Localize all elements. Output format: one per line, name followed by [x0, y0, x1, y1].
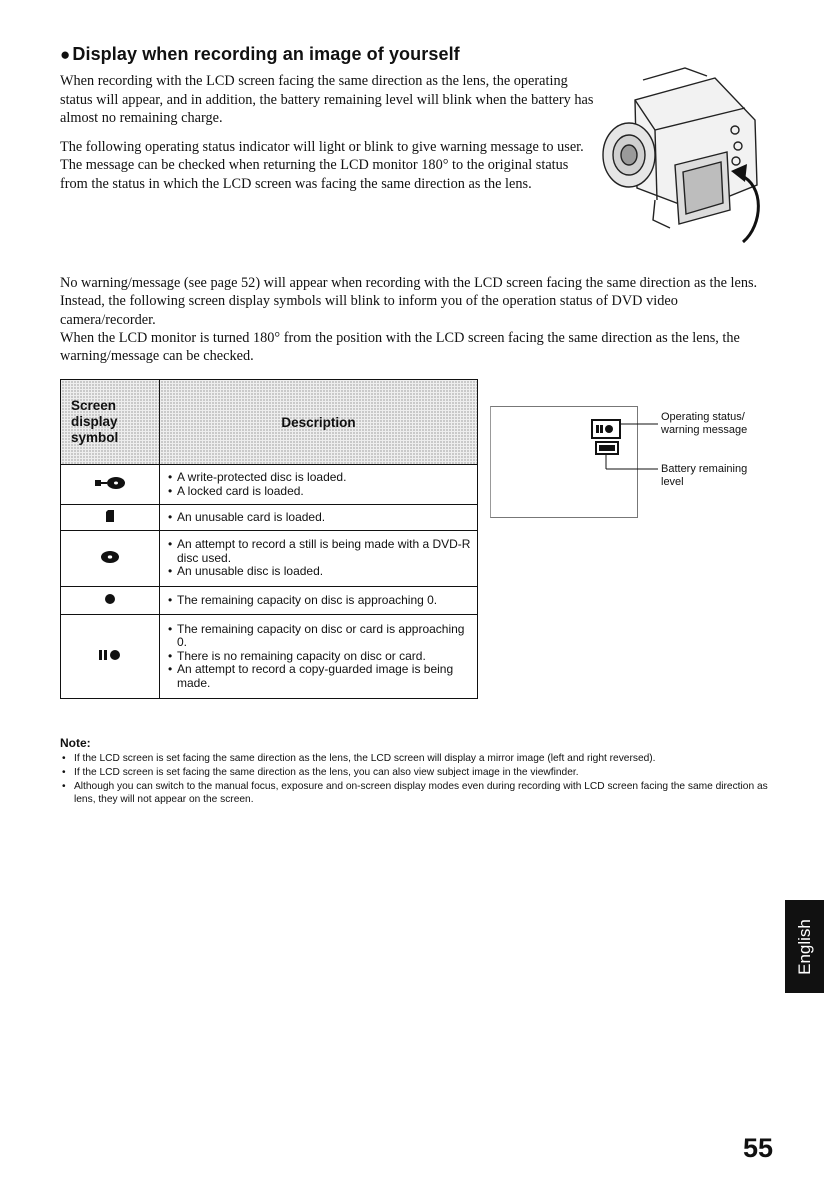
heading-text: Display when recording an image of yourself	[72, 44, 460, 64]
description-item: • There is no remaining capacity on disc or card.	[168, 650, 473, 664]
lcd-label-battery: Battery remaining level	[661, 463, 748, 488]
description-item: • A locked card is loaded.	[168, 485, 473, 499]
symbol-cell	[61, 615, 160, 699]
disc-icon	[100, 550, 120, 564]
table-row	[61, 615, 478, 699]
pause-dot-icon	[98, 649, 122, 661]
intro-paragraph-1: When recording with the LCD screen facing the same direction as the lens, the operating status will appear, and in addition, the battery remaining level will blink when the battery has almost no remaining charge.	[60, 73, 594, 126]
language-tab	[785, 900, 824, 993]
header-symbol: Screen display symbol	[61, 380, 160, 465]
header-description: Description	[160, 380, 478, 465]
symbol-cell	[61, 465, 160, 505]
description-item: • The remaining capacity on disc or card is approaching 0.	[168, 623, 473, 650]
body-line-2: Instead, the following screen display symbols will blink to inform you of the operation status of DVD video camera/recorder.	[60, 293, 678, 328]
description-item: • An attempt to record a copy-guarded image is being made.	[168, 663, 473, 690]
intro-text	[60, 72, 595, 203]
note-title: Note:	[60, 736, 91, 750]
intro-paragraph-2: The following operating status indicator will light or blink to give warning message to user. The message can be checked when returning the LCD monitor 180° to the original status from the status in which the LCD screen was facing the same direction as the lens.	[60, 138, 584, 192]
note-item: • Although you can switch to the manual focus, exposure and on-screen display modes even during recording with LCD screen facing the same direction as lens, they will not appear on the screen.	[60, 780, 790, 808]
body-line-1: No warning/message (see page 52) will appear when recording with the LCD screen facing the same direction as the lens.	[60, 275, 758, 291]
description-cell	[160, 531, 478, 587]
description-cell	[160, 587, 478, 615]
description-cell	[160, 615, 478, 699]
language-label: English	[794, 918, 814, 975]
table-header-row	[61, 380, 478, 465]
protected-disc-icon	[93, 475, 127, 491]
page-number: 55	[743, 1133, 774, 1163]
body-line-3: When the LCD monitor is turned 180° from the position with the LCD screen facing the same direction as the lens, the warning/message can be checked.	[60, 329, 740, 365]
section-heading	[60, 44, 460, 65]
table-row	[61, 505, 478, 531]
note-item: • If the LCD screen is set facing the same direction as the lens, you can also view subject image in the viewfinder.	[60, 766, 790, 780]
symbol-cell	[61, 531, 160, 587]
symbol-cell	[61, 505, 160, 531]
symbol-cell	[61, 587, 160, 615]
dot-icon	[104, 593, 116, 605]
body-text	[60, 274, 772, 365]
description-item: • The remaining capacity on disc is approaching 0.	[168, 594, 473, 608]
lcd-label-operating: Operating status/ warning message	[661, 411, 748, 436]
table-row	[61, 465, 478, 505]
description-cell	[160, 465, 478, 505]
description-item: • A write-protected disc is loaded.	[168, 471, 473, 485]
description-item: • An attempt to record a still is being made with a DVD-R disc used.	[168, 538, 473, 565]
camcorder-illustration	[595, 60, 765, 250]
lcd-indicator-diagram	[590, 414, 660, 474]
description-cell	[160, 505, 478, 531]
table-row	[61, 531, 478, 587]
description-item: • An unusable card is loaded.	[168, 511, 473, 525]
unusable-card-icon	[105, 509, 115, 523]
note-item: • If the LCD screen is set facing the same direction as the lens, the LCD screen will display a mirror image (left and right reversed).	[60, 752, 790, 766]
status-symbol-table	[60, 379, 478, 699]
table-row	[61, 587, 478, 615]
heading-bullet: ●	[60, 45, 71, 64]
notes-list	[60, 752, 790, 807]
description-item: • An unusable disc is loaded.	[168, 565, 473, 579]
